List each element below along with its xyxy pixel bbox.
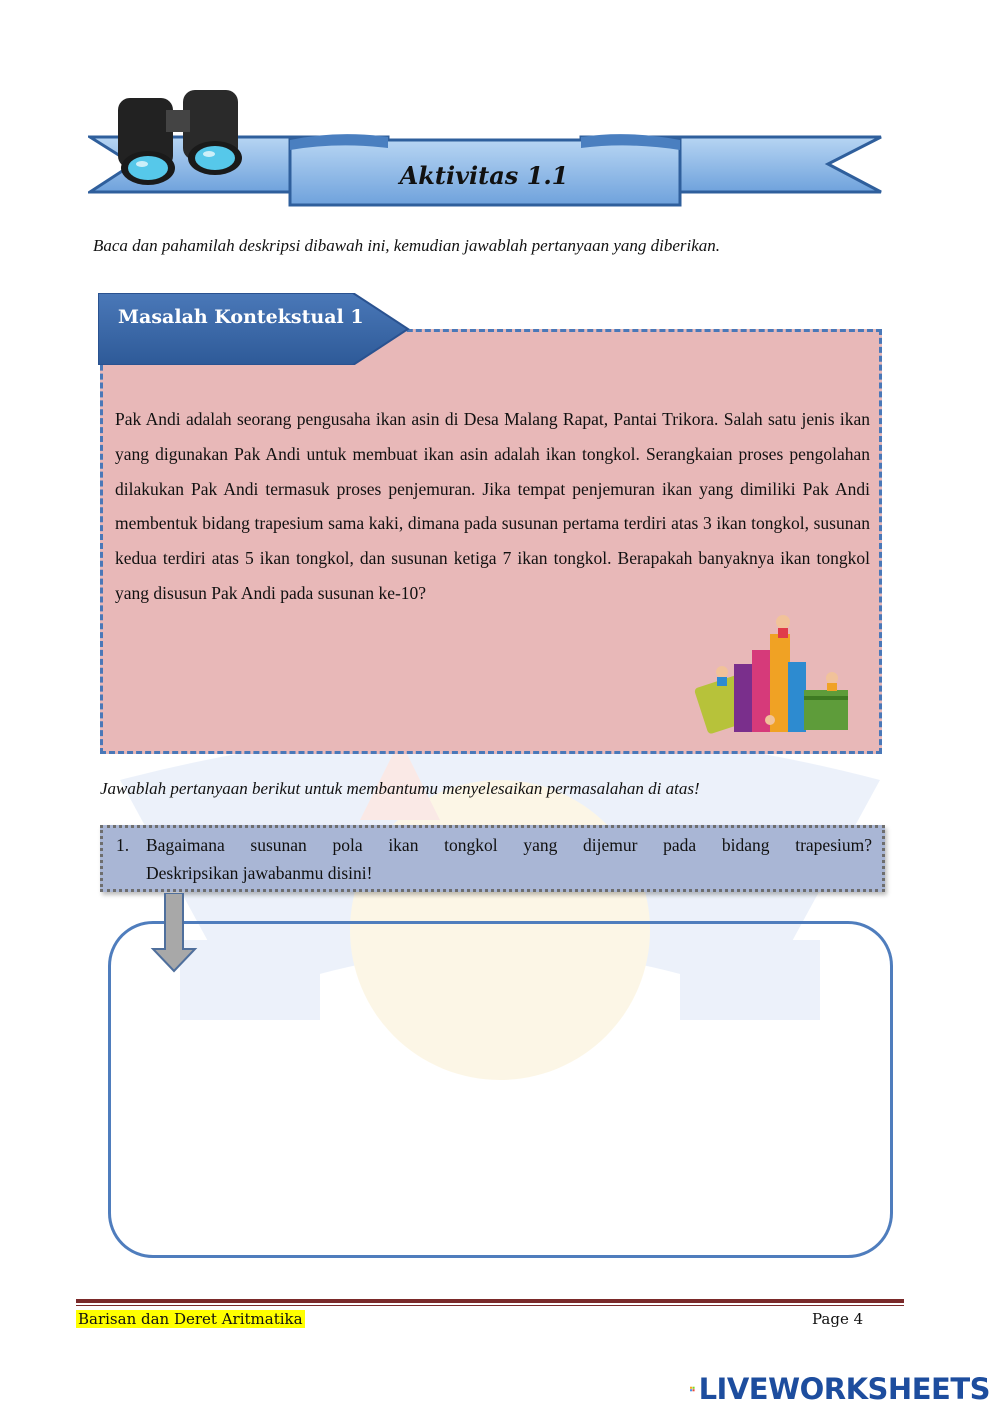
- footer-divider: [76, 1299, 904, 1303]
- question-number: 1.: [116, 835, 130, 855]
- liveworksheets-icon: [690, 1378, 695, 1400]
- liveworksheets-wordmark: LIVEWORKSHEETS: [698, 1372, 990, 1406]
- question-text-line1: Bagaimana susunan pola ikan tongkol yang dijemur pada bidang trapesium?: [146, 835, 872, 855]
- question-text-line2: Deskripsikan jawabanmu disini!: [146, 863, 373, 883]
- instruction-text: Baca dan pahamilah deskripsi dibawah ini, kemudian jawablah pertanyaan yang diberikan.: [93, 236, 721, 255]
- answer-input-box[interactable]: [108, 921, 893, 1258]
- kids-books-illustration: [692, 612, 852, 737]
- activity-title: Aktivitas 1.1: [399, 160, 569, 190]
- problem-tab-label: Masalah Kontekstual 1: [118, 306, 364, 328]
- instruction-prompt: Jawablah pertanyaan berikut untuk membantumu menyelesaikan permasalahan di atas!: [100, 779, 700, 798]
- footer-divider-thin: [76, 1305, 904, 1306]
- liveworksheets-logo[interactable]: [690, 1371, 990, 1407]
- problem-text: Pak Andi adalah seorang pengusaha ikan asin di Desa Malang Rapat, Pantai Trikora. Salah satu jenis ikan yang digunakan Pak Andi untuk membuat ikan asin adalah ikan tongkol. Serangkaian proses pengolahan dilakukan Pak Andi termasuk proses penjemuran. Jika tempat penjemuran ikan yang dimiliki Pak Andi membentuk bidang trapesium sama kaki, dimana pada susunan pertama terdiri atas 3 ikan tongkol, susunan kedua terdiri atas 5 ikan tongkol, dan susunan ketiga 7 ikan tongkol. Berapakah banyaknya ikan tongkol yang disusun Pak Andi pada susunan ke-10?: [115, 409, 870, 603]
- down-arrow-icon: [150, 893, 198, 973]
- page-number: Page 4: [812, 1310, 864, 1328]
- problem-tab: [98, 293, 410, 365]
- footer-title: Barisan dan Deret Aritmatika: [78, 1310, 303, 1328]
- question-1: [116, 831, 872, 887]
